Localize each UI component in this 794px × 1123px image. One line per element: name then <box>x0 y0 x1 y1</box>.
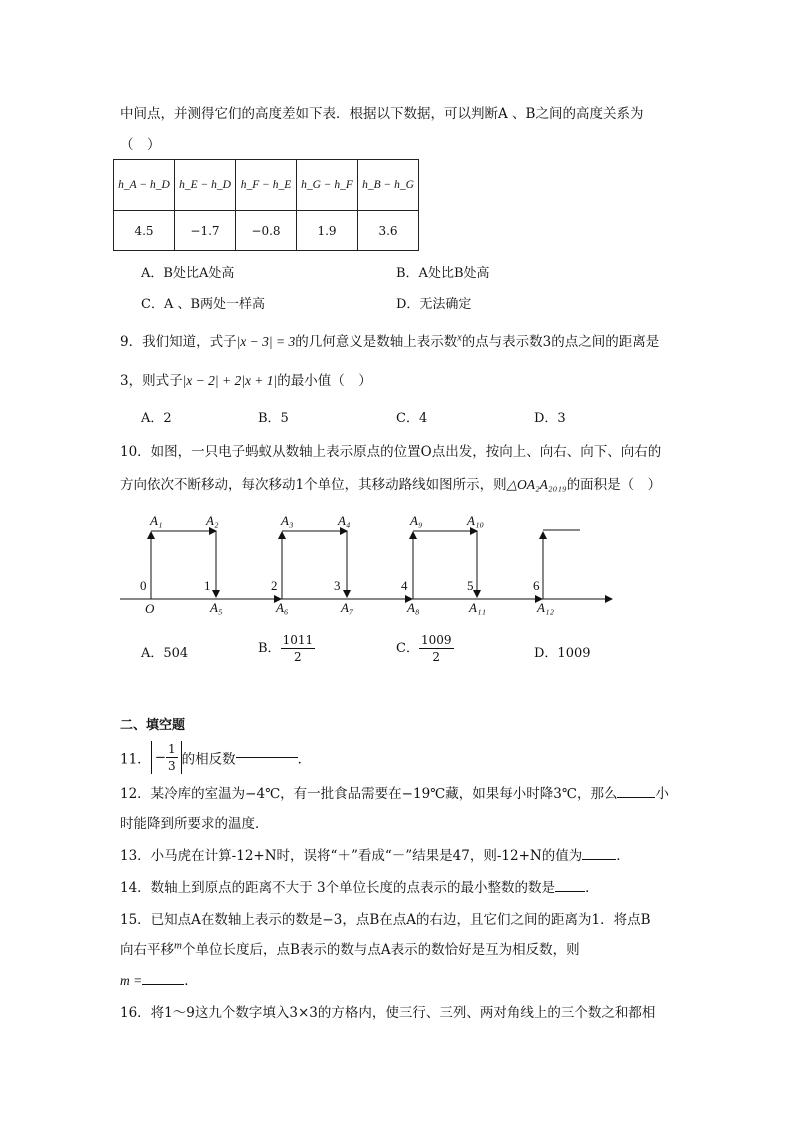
q10-option-c[interactable] <box>396 632 454 665</box>
table-cell: 3.6 <box>358 211 419 251</box>
q10-stem-line1: 10．如图，一只电子蚂蚁从数轴上表示原点的位置O点出发，按向上、向右、向下、向右的 <box>120 444 662 460</box>
fraction-denominator: 2 <box>294 650 302 664</box>
fraction-denominator: 2 <box>432 650 441 664</box>
tick-number: 6 <box>533 578 540 593</box>
q15-variable: m = <box>120 973 143 988</box>
q9-option-a[interactable]: A．2 <box>141 411 172 426</box>
q8-stem-line1: 中间点，并测得它们的高度差如下表．根据以下数据，可以判断A 、B之间的高度关系为 <box>120 106 644 122</box>
absolute-value <box>151 741 182 774</box>
q15-stem-line2 <box>120 938 580 958</box>
q8-paren: （ ） <box>120 137 161 153</box>
point-label: A₁₂ <box>537 600 554 615</box>
table-cell: −1.7 <box>175 211 236 251</box>
q10-text: 的面积是（ ） <box>566 477 662 493</box>
tick-number: 4 <box>401 578 408 593</box>
tick-number: 0 <box>140 578 147 593</box>
table-header: h_F − h_E <box>236 160 297 211</box>
fraction-denominator: 3 <box>168 759 176 773</box>
q9-text: 9．我们知道，式子 <box>120 334 237 350</box>
q15-stem-line1: 15．已知点A在数轴上表示的数是−3，点B在点A的右边，且它们之间的距离为1．将点B <box>120 912 651 928</box>
table-header: h_E − h_D <box>175 160 236 211</box>
q10-option-d[interactable]: D．1009 <box>534 646 591 661</box>
point-label: A₃ <box>281 513 294 528</box>
table-header: h_A − h_D <box>114 160 175 211</box>
option-prefix: B． <box>258 641 281 656</box>
q9-option-b[interactable]: B．5 <box>258 411 289 426</box>
q12-stem-line1 <box>120 782 669 802</box>
q8-option-b[interactable]: B．A处比B处高 <box>396 266 490 281</box>
fraction-numerator: 1011 <box>282 633 314 647</box>
q12-stem-line2: 时能降到所要求的温度． <box>120 816 269 832</box>
q12-text: 小 <box>655 786 669 802</box>
q9-text: 3，则式子 <box>120 373 183 389</box>
answer-blank[interactable] <box>236 757 298 758</box>
tick-number: 2 <box>271 578 278 593</box>
period: ． <box>297 751 312 768</box>
q13-stem <box>120 844 630 864</box>
point-label: A₁₁ <box>469 600 486 615</box>
table-cell: 1.9 <box>297 211 358 251</box>
period: ． <box>585 880 599 896</box>
q9-option-c[interactable]: C．4 <box>396 411 428 426</box>
q9-expression-1: |x − 3| = 3 <box>236 334 296 349</box>
q8-option-d[interactable]: D．无法确定 <box>396 297 472 312</box>
q9-text: 的几何意义是数轴上表示数 <box>295 334 458 350</box>
fraction <box>419 632 454 665</box>
q16-stem: 16．将1～9这九个数字填入3×3的方格内，使三行、三列、两对角线上的三个数之和都相 <box>120 1005 656 1021</box>
answer-blank[interactable] <box>555 891 585 892</box>
section-title: 二、填空题 <box>120 718 186 733</box>
q9-option-d[interactable]: D．3 <box>534 411 566 426</box>
q9-text: 的点与表示数3的点之间的距离是 <box>461 334 660 350</box>
period: ． <box>616 848 630 864</box>
fraction <box>281 632 316 665</box>
q8-option-a[interactable]: A．B处比A处高 <box>141 266 235 281</box>
tick-number: 5 <box>467 578 474 593</box>
point-label: A₆ <box>276 600 289 615</box>
q11-prefix: 11． <box>120 751 151 768</box>
q10-text: 方向依次不断移动，每次移动1个单位，其移动路线如图所示，则 <box>120 477 507 493</box>
q9-expression-2: |x − 2| + 2|x + 1| <box>182 373 278 388</box>
q14-stem <box>120 876 599 896</box>
q15-text: 向右平移 <box>120 942 174 958</box>
point-label: A₂ <box>206 513 219 528</box>
q10-option-a[interactable]: A．504 <box>141 646 189 661</box>
table-cell: 4.5 <box>114 211 175 251</box>
answer-blank[interactable] <box>617 797 655 798</box>
table-header: h_B − h_G <box>358 160 419 211</box>
q13-text: 13．小马虎在计算-12+N时，误将“＋”看成“－”结果是47，则-12+N的值为 <box>120 848 583 864</box>
q8-option-c[interactable]: C．A 、B两处一样高 <box>141 297 266 312</box>
q11-text: 的相反数 <box>181 751 236 768</box>
answer-blank[interactable] <box>142 984 184 985</box>
fraction-numerator: 1 <box>168 742 176 756</box>
point-label: A₉ <box>410 513 423 528</box>
q14-text: 14．数轴上到原点的距离不大于 3个单位长度的点表示的最小整数的数是 <box>120 880 556 896</box>
answer-blank[interactable] <box>582 859 616 860</box>
point-label: A₄ <box>338 513 351 528</box>
fraction <box>166 741 178 774</box>
q12-text: 12．某冷库的室温为−4℃，有一批食品需要在−19℃藏，如果每小时降3℃，那么 <box>120 786 618 802</box>
tick-number: 1 <box>204 578 211 593</box>
q15-text: 个单位长度后，点B表示的数与点A表示的数恰好是互为相反数，则 <box>181 942 580 958</box>
q10-option-b[interactable] <box>258 632 315 665</box>
point-label: A₇ <box>341 600 354 615</box>
q15-stem-line3 <box>120 969 198 989</box>
table-header: h_G − h_F <box>297 160 358 211</box>
q9-text: 的最小值（ ） <box>277 373 372 389</box>
q11-stem <box>120 741 311 774</box>
q15-variable: m <box>174 939 182 952</box>
option-prefix: C． <box>396 641 419 656</box>
point-label: A₅ <box>210 600 223 615</box>
point-label: A₈ <box>407 600 420 615</box>
point-label: A₁₀ <box>467 513 484 528</box>
q10-triangle: △OA₂A₂₀₁₉ <box>506 477 567 492</box>
q11-sign: − <box>154 749 166 766</box>
table-cell: −0.8 <box>236 211 297 251</box>
fraction-numerator: 1009 <box>420 633 452 647</box>
period: ． <box>184 973 198 989</box>
point-label: A₁ <box>150 513 163 528</box>
tick-number: 3 <box>334 578 341 593</box>
point-label: O <box>145 601 155 616</box>
q9-variable: x <box>457 332 462 344</box>
